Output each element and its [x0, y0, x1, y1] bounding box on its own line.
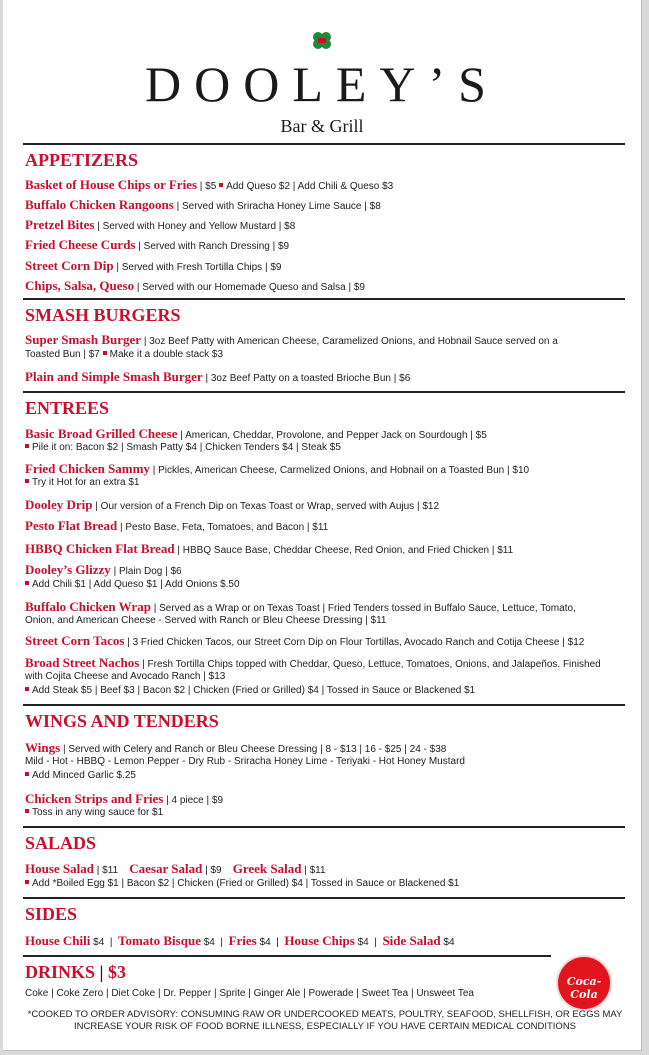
bullet-icon [25, 772, 29, 776]
menu-item [25, 259, 625, 275]
item-desc: | Pesto Base, Feta, Tomatoes, and Bacon | $11 [117, 522, 329, 533]
item-desc: | Served with Sriracha Honey Lime Sauce | $8 [173, 201, 381, 212]
item-extra: Make it a double stack $3 [109, 349, 224, 360]
menu-item-extra [25, 877, 625, 891]
divider [23, 704, 625, 706]
drinks-title: DRINKS [25, 962, 96, 982]
item-name: Broad Street Nachos [25, 655, 140, 670]
section-appetizers: APPETIZERS [25, 150, 139, 170]
item-desc: Onion, and American Cheese - Served with Ranch or Bleu Cheese Dressing | $11 [25, 615, 387, 626]
item-desc: | Served with our Homemade Queso and Salsa | $9 [134, 282, 365, 293]
item-desc: | Served with Celery and Ranch or Bleu Cheese Dressing | 8 - $13 | 16 - $25 | 24 - $38 [60, 744, 447, 755]
item-name: Basic Broad Grilled Cheese [25, 426, 178, 441]
bullet-icon [25, 809, 29, 813]
item-extra: Add Chili $1 | Add Queso $1 | Add Onions $.50 [32, 579, 240, 590]
item-name: Tomato Bisque [118, 933, 201, 948]
item-name: Fried Chicken Sammy [25, 461, 150, 476]
item-desc: | Fresh Tortilla Chips topped with Cheddar, Queso, Lettuce, Tomatoes, Onions, and Jalapeños. Finished [139, 659, 601, 670]
menu-item [25, 634, 625, 650]
item-name: Pretzel Bites [25, 217, 95, 232]
item-desc: | Served as a Wrap or on Texas Toast | Fried Tenders tossed in Buffalo Sauce, Lettuce, Tomato, [150, 603, 576, 614]
divider [23, 143, 625, 145]
item-name: Fries [228, 933, 257, 948]
item-desc: | 4 piece | $9 [163, 795, 224, 806]
menu-item-cont [25, 670, 625, 684]
item-extra: Try it Hot for an extra $1 [32, 477, 140, 488]
coca-cola-logo-icon [558, 957, 610, 1009]
menu-item [25, 238, 625, 254]
item-desc: | Our version of a French Dip on Texas Toast or Wrap, served with Aujus | $12 [92, 501, 440, 512]
item-price: $4 [90, 937, 105, 948]
menu-item-extra [25, 578, 625, 592]
item-price: $4 [256, 937, 271, 948]
item-desc: | 3oz Beef Patty with American Cheese, Caramelized Onions, and Hobnail Sauce served on a [141, 336, 558, 347]
item-desc: Toasted Bun | $7 [25, 349, 103, 360]
item-price: | $11 [301, 865, 326, 876]
item-name: Wings [25, 740, 61, 755]
menu-item-extra [25, 806, 625, 820]
item-desc: | Served with Ranch Dressing | $9 [135, 241, 290, 252]
drinks-list: Coke | Coke Zero | Diet Coke | Dr. Pepper | Sprite | Ginger Ale | Powerade | Sweet Tea | Unsweet Tea [25, 988, 474, 999]
item-name: Chicken Strips and Fries [25, 791, 164, 806]
item-price: $4 [200, 937, 215, 948]
menu-item-extra [25, 684, 625, 698]
menu-item-extra [25, 476, 625, 490]
item-desc: | 3 Fried Chicken Tacos, our Street Corn Dip on Flour Tortillas, Avocado Ranch and Cotija Cheese | $12 [124, 637, 585, 648]
menu-item-cont [25, 755, 625, 769]
bullet-icon [25, 479, 29, 483]
section-entrees: ENTREES [25, 398, 110, 418]
item-desc: | Pickles, American Cheese, Carmelized Onions, and Hobnail on a Toasted Bun | $10 [149, 465, 530, 476]
menu-item-cont [25, 348, 625, 362]
divider [23, 391, 625, 393]
item-desc: | Plain Dog | $6 [110, 566, 182, 577]
drinks-price: $3 [107, 962, 126, 982]
menu-item [25, 218, 625, 234]
bullet-icon [25, 444, 29, 448]
bullet-icon [103, 351, 107, 355]
item-name: Pesto Flat Bread [25, 518, 118, 533]
item-price: $4 [440, 937, 455, 948]
item-name: Street Corn Dip [25, 258, 114, 273]
item-extra: Add Steak $5 | Beef $3 | Bacon $2 | Chicken (Fried or Grilled) $4 | Tossed in Sauce or Blackened $1 [32, 685, 476, 696]
menu-item [25, 370, 625, 386]
divider [23, 298, 625, 300]
menu-item [25, 198, 625, 214]
bullet-icon [25, 687, 29, 691]
item-price: | $9 [202, 865, 222, 876]
cola-logo-text: Coca-Cola [566, 975, 602, 1001]
item-name: Greek Salad [232, 861, 302, 876]
section-sides: SIDES [25, 904, 78, 924]
divider [23, 897, 625, 899]
advisory-line: *COOKED TO ORDER ADVISORY: CONSUMING RAW OR UNDERCOOKED MEATS, POULTRY, SEAFOOD, SHELLFISH, OR EGGS MAY [27, 1009, 623, 1020]
restaurant-subtitle: Bar & Grill [280, 116, 364, 136]
item-name: HBBQ Chicken Flat Bread [25, 541, 175, 556]
menu-item-cont [25, 614, 625, 628]
item-extra: Toss in any wing sauce for $1 [32, 807, 164, 818]
menu-item [25, 542, 625, 558]
item-desc: | Served with Honey and Yellow Mustard | $8 [94, 221, 296, 232]
sides-list: House Chili $4 | Tomato Bisque $4 | Fries $4 | House Chips $4 | Side Salad $4 [25, 933, 455, 948]
section-smash-burgers: SMASH BURGERS [25, 305, 181, 325]
item-desc: | 3oz Beef Patty on a toasted Brioche Bun | $6 [202, 373, 411, 384]
bullet-icon [25, 880, 29, 884]
item-extra: Add Queso $2 | Add Chili & Queso $3 [226, 181, 394, 192]
divider [23, 955, 551, 957]
item-name: Buffalo Chicken Wrap [25, 599, 151, 614]
item-name: Caesar Salad [129, 861, 203, 876]
bullet-icon [219, 183, 223, 187]
menu-item [25, 178, 625, 194]
bullet-icon [25, 581, 29, 585]
section-salads: SALADS [25, 833, 97, 853]
item-desc: | $5 [197, 181, 220, 192]
item-desc: with Cojita Cheese and Avocado Ranch | $13 [25, 671, 226, 682]
advisory-text [25, 1009, 625, 1033]
item-desc: | Served with Fresh Tortilla Chips | $9 [113, 262, 282, 273]
item-price: $4 [354, 937, 369, 948]
item-name: House Chips [284, 933, 355, 948]
item-name: House Chili [25, 933, 91, 948]
restaurant-name: DOOLEY’S [145, 56, 499, 112]
section-drinks: DRINKS | $3 [25, 962, 126, 982]
item-extra: Pile it on: Bacon $2 | Smash Patty $4 | Chicken Tenders $4 | Steak $5 [32, 442, 341, 453]
menu-item-extra [25, 441, 625, 455]
item-desc: Mild - Hot - HBBQ - Lemon Pepper - Dry Rub - Sriracha Honey Lime - Teriyaki - Hot Honey Mustard [25, 756, 465, 767]
menu-item [25, 519, 625, 535]
menu-item-extra [25, 769, 625, 783]
item-desc: | American, Cheddar, Provolone, and Pepper Jack on Sourdough | $5 [177, 430, 487, 441]
item-name: Basket of House Chips or Fries [25, 177, 198, 192]
menu-item [25, 862, 625, 878]
item-desc: | HBBQ Sauce Base, Cheddar Cheese, Red Onion, and Fried Chicken | $11 [174, 545, 514, 556]
menu-item [25, 563, 625, 579]
menu-item [25, 333, 625, 349]
item-name: Dooley Drip [25, 497, 93, 512]
menu-item [25, 279, 625, 295]
section-wings: WINGS AND TENDERS [25, 711, 219, 731]
item-name: Plain and Simple Smash Burger [25, 369, 203, 384]
item-name: Side Salad [382, 933, 441, 948]
item-name: Buffalo Chicken Rangoons [25, 197, 174, 212]
advisory-line: INCREASE YOUR RISK OF FOOD BORNE ILLNESS, ESPECIALLY IF YOU HAVE CERTAIN MEDICAL CONDITIONS [73, 1021, 577, 1032]
item-name: House Salad [25, 861, 94, 876]
item-name: Fried Cheese Curds [25, 237, 136, 252]
divider [23, 826, 625, 828]
item-name: Street Corn Tacos [25, 633, 125, 648]
item-name: Chips, Salsa, Queso [25, 278, 135, 293]
item-name: Dooley’s Glizzy [25, 562, 111, 577]
menu-page [3, 0, 642, 1051]
item-extra: Add Minced Garlic $.25 [32, 770, 136, 781]
item-price: | $11 [94, 865, 119, 876]
item-extra: Add *Boiled Egg $1 | Bacon $2 | Chicken (Fried or Grilled) $4 | Tossed in Sauce or Blackened $1 [32, 878, 460, 889]
menu-item [25, 498, 625, 514]
clover-logo-icon [310, 30, 334, 52]
item-name: Super Smash Burger [25, 332, 142, 347]
